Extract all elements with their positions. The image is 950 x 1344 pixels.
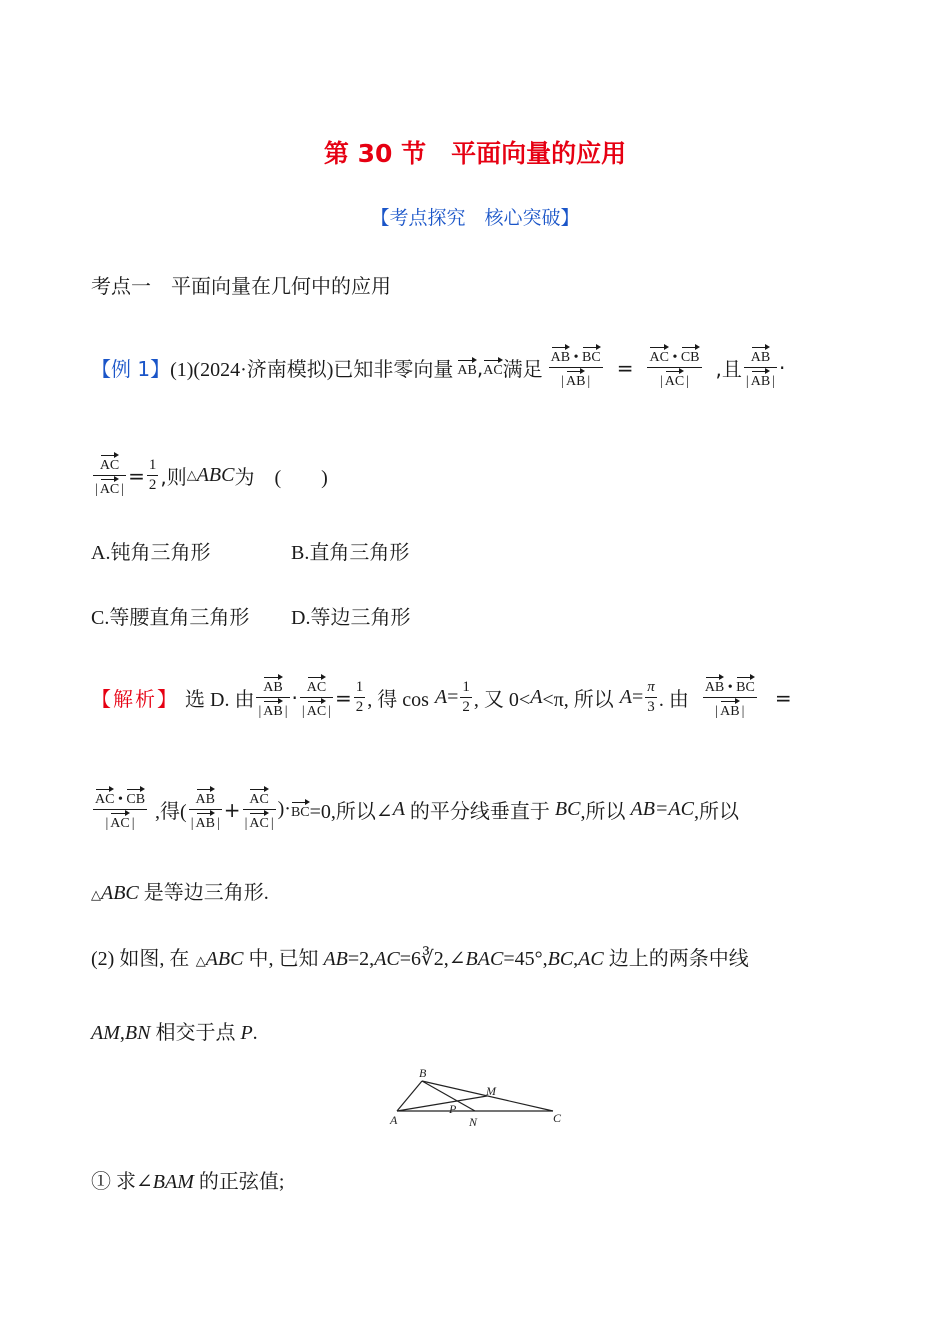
- solution-text: )·: [277, 798, 291, 820]
- label-m: M: [486, 1084, 496, 1098]
- abs-bar: |: [715, 704, 719, 719]
- abs-bar: |: [121, 482, 125, 497]
- solution-text: ,所以: [693, 801, 739, 823]
- solution-text: ,所以: [580, 801, 631, 823]
- part2-text: =2,: [347, 948, 375, 970]
- abs-bar: |: [131, 816, 135, 831]
- abs-bar: |: [190, 816, 194, 831]
- vec-ab: AB: [551, 345, 570, 365]
- abs-bar: |: [686, 374, 690, 389]
- solution-text: . 由: [658, 689, 689, 711]
- vec-ac: AC: [649, 345, 668, 365]
- numerator: π: [645, 679, 657, 698]
- example-1-line-2: [91, 428, 328, 523]
- solution-text: 选 D. 由: [185, 689, 255, 711]
- abs-bar: |: [659, 374, 663, 389]
- solution-line-1: [91, 650, 792, 745]
- fraction-one-half: [460, 679, 472, 716]
- angle-bam: BAM: [152, 1171, 194, 1193]
- angle-a: A: [434, 686, 448, 708]
- solution-text: <π, 所以: [542, 689, 614, 711]
- vector-ab: AB: [457, 358, 476, 378]
- option-b: B.直角三角形: [291, 542, 410, 564]
- point-p: P: [240, 1022, 253, 1044]
- side-ab: [397, 1081, 422, 1111]
- angle-a: A: [530, 686, 543, 708]
- abs-bar: |: [301, 704, 305, 719]
- page-title: 第 30 节 平面向量的应用: [323, 139, 627, 168]
- triangle-abc: ABC: [196, 464, 235, 486]
- triangle-symbol: △: [186, 468, 197, 483]
- fraction-ac-dot-cb-over-ac: [647, 345, 701, 390]
- vec-cb: CB: [681, 345, 700, 365]
- vec-ab: AB: [720, 699, 739, 719]
- q1-then: ,则: [160, 465, 187, 489]
- vec-ac: AC: [249, 811, 268, 831]
- dot: •: [672, 350, 678, 365]
- median-am: [397, 1096, 487, 1111]
- vec-cb: CB: [126, 787, 145, 807]
- equals: =: [128, 463, 145, 488]
- example-tag: 【例 1】: [91, 357, 171, 381]
- option-d: D.等边三角形: [291, 607, 411, 629]
- segment-bc: BC: [547, 948, 574, 970]
- part2-text: ,: [119, 1022, 125, 1044]
- abs-bar: |: [328, 704, 331, 719]
- part-2-line-1: [91, 942, 749, 971]
- abs-bar: |: [95, 482, 98, 497]
- part2-text: ,∠: [443, 948, 466, 970]
- equals: =: [447, 686, 459, 708]
- answer-blank: ( ): [274, 467, 328, 489]
- denominator: 2: [148, 477, 157, 493]
- unit-vector-ab: [189, 787, 222, 832]
- vec-ab: AB: [263, 675, 282, 695]
- fraction-pi-over-3: [645, 679, 657, 716]
- q1-is: 为: [234, 465, 255, 489]
- fraction-ac-dot-cb-over-ac: [93, 787, 147, 832]
- triangle-symbol: △: [91, 888, 101, 903]
- comma: ,: [476, 355, 484, 380]
- fraction-ab-dot-bc-over-ab: [703, 675, 757, 720]
- dot: ·: [291, 685, 298, 710]
- part2-text: 边上的两条中线: [603, 948, 749, 970]
- denominator: 3: [647, 699, 655, 715]
- abs-bar: |: [745, 374, 749, 389]
- section-heading: 考点一 平面向量在几何中的应用: [91, 274, 391, 298]
- part2-text: .: [252, 1022, 258, 1044]
- segment-bc: BC: [554, 798, 581, 820]
- solution-text: , 得 cos: [367, 689, 429, 711]
- denominator: 2: [462, 699, 470, 715]
- denominator: 2: [355, 699, 364, 715]
- vec-ac: AC: [307, 699, 326, 719]
- solution-line-2: [91, 762, 739, 857]
- equals: =: [632, 686, 644, 708]
- dot: •: [573, 350, 579, 365]
- q1-intro: (1)(2024·济南模拟)已知非零向量: [170, 359, 454, 381]
- equals: =: [334, 685, 352, 710]
- abs-bar: |: [258, 704, 262, 719]
- part2-text: =45°,: [503, 948, 548, 970]
- vec-ab: AB: [196, 811, 215, 831]
- unit-vector-ab: [256, 675, 289, 720]
- vec-ac: AC: [100, 453, 119, 473]
- solution-tag: 【解析】: [91, 687, 179, 711]
- abs-bar: |: [561, 374, 564, 389]
- vec-ac: AC: [110, 811, 129, 831]
- label-a: A: [390, 1113, 398, 1127]
- cube-root-2: ∛2: [421, 948, 444, 970]
- label-n: N: [469, 1115, 478, 1129]
- equation-ab-ac: AB=AC: [630, 798, 694, 820]
- abs-bar: |: [587, 374, 591, 389]
- section-subtitle: 【考点探究 核心突破】: [370, 207, 580, 229]
- abs-bar: |: [216, 816, 220, 831]
- option-c: C.等腰直角三角形: [91, 607, 250, 629]
- equals: =: [616, 355, 634, 380]
- solution-line-3: [91, 876, 269, 905]
- triangle-abc: ABC: [101, 882, 139, 904]
- question-text: 的正弦值;: [193, 1171, 285, 1193]
- abs-bar: |: [741, 704, 745, 719]
- numerator: 1: [460, 679, 472, 698]
- label-c: C: [553, 1111, 562, 1125]
- vec-ab: AB: [263, 699, 282, 719]
- abs-bar: |: [772, 374, 775, 389]
- abs-bar: |: [244, 816, 248, 831]
- vec-ac: AC: [665, 369, 684, 389]
- unit-vector-ac: [93, 453, 126, 498]
- vec-ab: AB: [566, 369, 585, 389]
- triangle-figure: [385, 1062, 575, 1132]
- triangle-symbol: △: [195, 954, 206, 969]
- unit-vector-ac: [243, 787, 276, 832]
- angle-a: A: [392, 798, 405, 820]
- vec-ab: AB: [751, 369, 770, 389]
- vec-bc: BC: [291, 800, 310, 820]
- vec-ab: AB: [196, 787, 215, 807]
- abs-bar: |: [105, 816, 109, 831]
- option-a: A.钝角三角形: [91, 542, 211, 564]
- abs-bar: |: [270, 816, 274, 831]
- unit-vector-ab: [744, 345, 777, 390]
- part2-text: 相交于点: [150, 1022, 241, 1044]
- fraction-one-half: [147, 457, 159, 494]
- question-text: ① 求∠: [91, 1171, 153, 1193]
- dot: •: [727, 680, 733, 695]
- part-2-question: [91, 1165, 284, 1194]
- vec-ab: AB: [705, 675, 724, 695]
- part2-text: ,: [573, 948, 579, 970]
- dot: ·: [778, 355, 786, 380]
- q1-satisfy: 满足: [502, 357, 543, 381]
- vec-bc: BC: [736, 675, 755, 695]
- segment-ac: AC: [578, 948, 604, 970]
- vector-ac: AC: [483, 358, 502, 378]
- vec-ac: AC: [249, 787, 268, 807]
- label-p: P: [449, 1102, 457, 1116]
- part2-text: (2) 如图, 在: [91, 948, 190, 970]
- segment-ab: AB: [323, 948, 348, 970]
- q1-and: ,且: [715, 357, 742, 381]
- solution-text: 是等边三角形.: [138, 882, 269, 904]
- example-1-line-1: [91, 320, 785, 415]
- vec-bc: BC: [582, 345, 601, 365]
- plus: +: [223, 797, 241, 822]
- label-b: B: [419, 1066, 427, 1080]
- segment-ac: AC: [374, 948, 400, 970]
- solution-text: =0,所以∠: [309, 801, 393, 823]
- part-2-line-2: [91, 1016, 258, 1045]
- solution-text: , 又 0<: [473, 689, 531, 711]
- abs-bar: |: [284, 704, 288, 719]
- angle-bac: BAC: [465, 948, 504, 970]
- vec-ac: AC: [307, 675, 326, 695]
- vec-ab: AB: [751, 345, 770, 365]
- solution-text: 的平分线垂直于: [404, 801, 555, 823]
- dot: •: [117, 792, 123, 807]
- angle-a: A: [619, 686, 633, 708]
- fraction-one-half: [354, 679, 366, 716]
- equals: =: [774, 685, 792, 710]
- segment-bn: BN: [124, 1022, 151, 1044]
- fraction-ab-dot-bc-over-ab: [549, 345, 603, 390]
- vec-ac: AC: [100, 477, 119, 497]
- triangle-abc: ABC: [205, 948, 244, 970]
- solution-text: ,得(: [155, 801, 187, 823]
- vec-ac: AC: [95, 787, 114, 807]
- unit-vector-ac: [300, 675, 333, 720]
- part2-text: 中, 已知: [243, 948, 324, 970]
- numerator: 1: [354, 679, 366, 698]
- segment-am: AM: [91, 1022, 120, 1044]
- part2-text: =6: [399, 948, 422, 970]
- numerator: 1: [147, 457, 159, 476]
